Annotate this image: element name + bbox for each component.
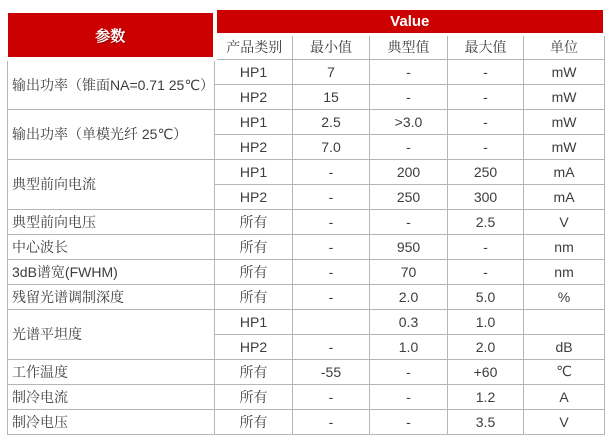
col-header-product-type: 产品类别 xyxy=(215,34,293,59)
param-cell: 制冷电压 xyxy=(8,409,215,434)
min-cell: 7 xyxy=(293,59,370,84)
type-cell: 所有 xyxy=(215,259,293,284)
table-row xyxy=(8,284,605,309)
type-cell: 所有 xyxy=(215,359,293,384)
unit-cell: A xyxy=(524,384,605,409)
type-cell: HP1 xyxy=(215,159,293,184)
unit-cell: V xyxy=(524,409,605,434)
typical-cell: - xyxy=(370,209,448,234)
type-cell: 所有 xyxy=(215,234,293,259)
max-cell: 300 xyxy=(448,184,524,209)
min-cell: - xyxy=(293,384,370,409)
unit-cell: V xyxy=(524,209,605,234)
min-cell: 2.5 xyxy=(293,109,370,134)
type-cell: 所有 xyxy=(215,209,293,234)
table-row xyxy=(8,384,605,409)
col-header-typical: 典型值 xyxy=(370,34,448,59)
col-header-min: 最小值 xyxy=(293,34,370,59)
max-cell: 1.0 xyxy=(448,309,524,334)
min-cell: - xyxy=(293,259,370,284)
unit-cell: mW xyxy=(524,134,605,159)
max-cell: - xyxy=(448,59,524,84)
min-cell: - xyxy=(293,409,370,434)
type-cell: HP2 xyxy=(215,184,293,209)
max-cell: 2.5 xyxy=(448,209,524,234)
table-row xyxy=(8,409,605,434)
param-header: 参数 xyxy=(8,8,215,59)
typical-cell: 2.0 xyxy=(370,284,448,309)
table-row xyxy=(8,159,605,184)
max-cell: - xyxy=(448,109,524,134)
type-cell: HP2 xyxy=(215,334,293,359)
param-cell: 典型前向电流 xyxy=(8,159,215,209)
type-cell: HP1 xyxy=(215,109,293,134)
unit-cell: nm xyxy=(524,234,605,259)
type-cell: HP1 xyxy=(215,59,293,84)
col-header-max: 最大值 xyxy=(448,34,524,59)
param-cell: 残留光谱调制深度 xyxy=(8,284,215,309)
type-cell: 所有 xyxy=(215,384,293,409)
type-cell: HP2 xyxy=(215,134,293,159)
param-cell: 输出功率（锥面NA=0.71 25℃） xyxy=(8,59,215,109)
typical-cell: 70 xyxy=(370,259,448,284)
typical-cell: >3.0 xyxy=(370,109,448,134)
table-row xyxy=(8,259,605,284)
min-cell: 15 xyxy=(293,84,370,109)
max-cell: - xyxy=(448,84,524,109)
param-cell: 中心波长 xyxy=(8,234,215,259)
min-cell: - xyxy=(293,284,370,309)
max-cell: +60 xyxy=(448,359,524,384)
unit-cell: nm xyxy=(524,259,605,284)
type-cell: 所有 xyxy=(215,284,293,309)
max-cell: 5.0 xyxy=(448,284,524,309)
typical-cell: 200 xyxy=(370,159,448,184)
table-row xyxy=(8,234,605,259)
typical-cell: - xyxy=(370,409,448,434)
param-cell: 输出功率（单模光纤 25℃） xyxy=(8,109,215,159)
max-cell: 3.5 xyxy=(448,409,524,434)
max-cell: - xyxy=(448,259,524,284)
unit-cell: mW xyxy=(524,59,605,84)
typical-cell: 1.0 xyxy=(370,334,448,359)
value-header: Value xyxy=(215,8,605,34)
max-cell: - xyxy=(448,234,524,259)
type-cell: HP1 xyxy=(215,309,293,334)
unit-cell: mA xyxy=(524,159,605,184)
spec-table xyxy=(7,3,606,435)
typical-cell: - xyxy=(370,59,448,84)
unit-cell: mA xyxy=(524,184,605,209)
table-row xyxy=(8,359,605,384)
unit-cell: mW xyxy=(524,109,605,134)
min-cell: - xyxy=(293,184,370,209)
type-cell: 所有 xyxy=(215,409,293,434)
max-cell: - xyxy=(448,134,524,159)
typical-cell: - xyxy=(370,359,448,384)
min-cell: - xyxy=(293,209,370,234)
param-cell: 制冷电流 xyxy=(8,384,215,409)
min-cell: - xyxy=(293,234,370,259)
param-cell: 典型前向电压 xyxy=(8,209,215,234)
min-cell: - xyxy=(293,159,370,184)
min-cell: - xyxy=(293,334,370,359)
max-cell: 2.0 xyxy=(448,334,524,359)
table-row xyxy=(8,309,605,334)
min-cell: 7.0 xyxy=(293,134,370,159)
table-row xyxy=(8,109,605,134)
min-cell xyxy=(293,309,370,334)
typical-cell: - xyxy=(370,134,448,159)
unit-cell: dB xyxy=(524,334,605,359)
table-row xyxy=(8,209,605,234)
unit-cell: mW xyxy=(524,84,605,109)
typical-cell: - xyxy=(370,84,448,109)
unit-cell xyxy=(524,309,605,334)
param-cell: 3dB谱宽(FWHM) xyxy=(8,259,215,284)
param-cell: 工作温度 xyxy=(8,359,215,384)
type-cell: HP2 xyxy=(215,84,293,109)
typical-cell: - xyxy=(370,384,448,409)
table-row xyxy=(8,59,605,84)
col-header-unit: 单位 xyxy=(524,34,605,59)
unit-cell: ℃ xyxy=(524,359,605,384)
param-cell: 光谱平坦度 xyxy=(8,309,215,359)
typical-cell: 250 xyxy=(370,184,448,209)
max-cell: 1.2 xyxy=(448,384,524,409)
typical-cell: 950 xyxy=(370,234,448,259)
min-cell: -55 xyxy=(293,359,370,384)
max-cell: 250 xyxy=(448,159,524,184)
typical-cell: 0.3 xyxy=(370,309,448,334)
unit-cell: % xyxy=(524,284,605,309)
